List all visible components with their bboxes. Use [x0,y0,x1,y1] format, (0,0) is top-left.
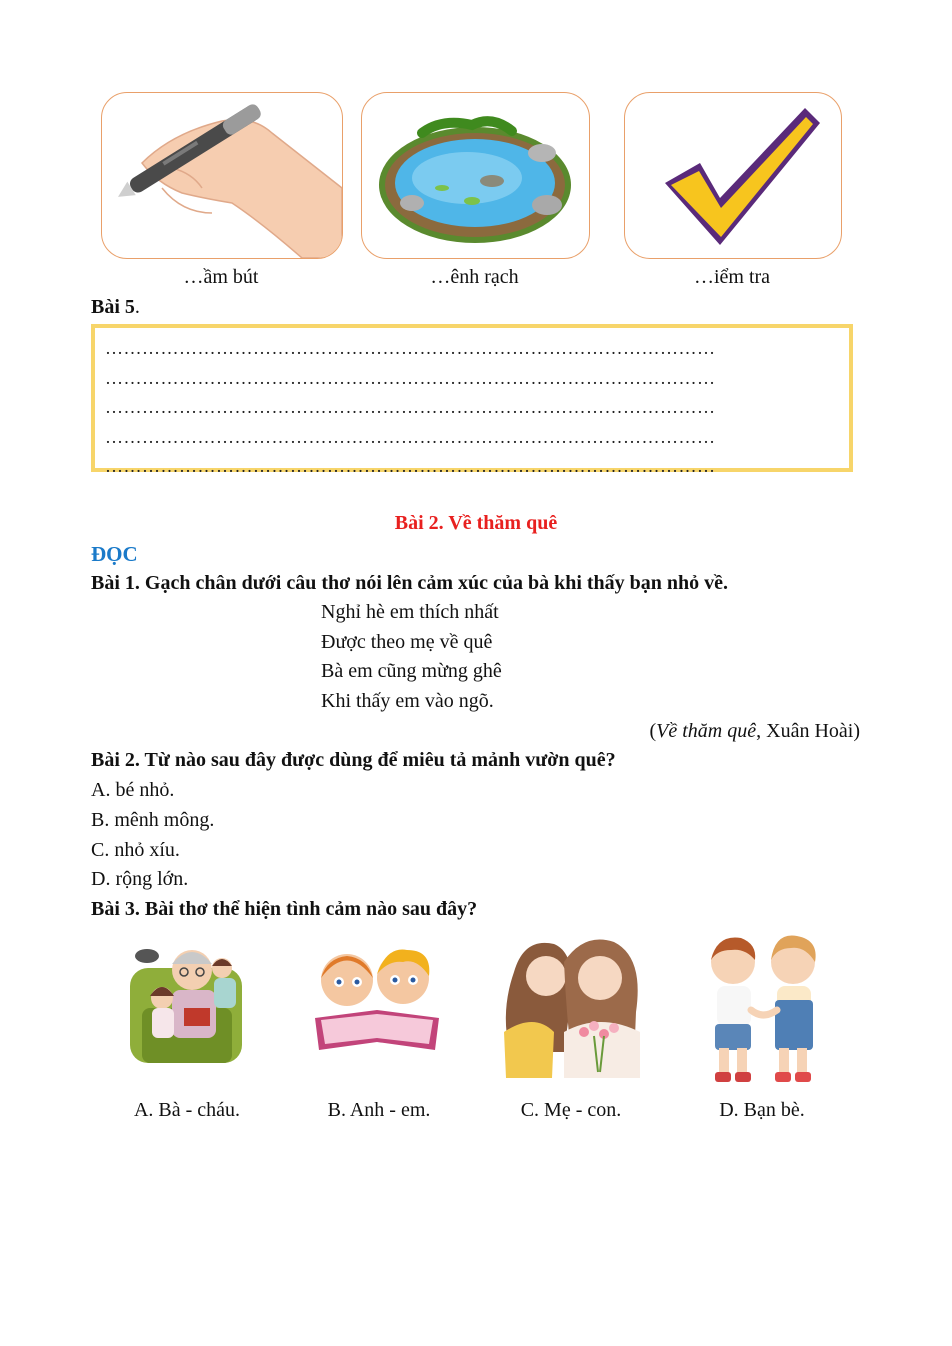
mother-daughter-icon [494,932,646,1078]
caption-2: …ênh rạch [430,266,519,288]
card-pond [361,92,590,259]
answer-line[interactable]: ……………………………………………………………………………………… [105,338,716,358]
answer-line[interactable]: ……………………………………………………………………………………… [105,456,716,476]
q2-option-c[interactable]: C. nhỏ xíu. [91,839,180,861]
q3-label: Bài 3 [91,898,135,920]
question-2 [91,749,616,772]
question-3 [91,898,477,921]
poem-line[interactable]: Được theo mẹ về quê [321,631,493,653]
q3-option-d[interactable]: D. Bạn bè. [719,1099,805,1121]
card-hand-pen [101,92,343,259]
q3-option-b[interactable]: B. Anh - em. [327,1099,431,1121]
poem-line[interactable]: Nghỉ hè em thích nhất [321,601,499,623]
q3-option-c[interactable]: C. Mẹ - con. [520,1099,622,1121]
q3-text: . Bài thơ thể hiện tình cảm nào sau đây? [134,898,478,920]
card-checkmark [624,92,842,259]
pic-friends[interactable] [697,930,827,1088]
q2-label: Bài 2 [91,749,135,771]
bai5-label-line [91,296,140,319]
poem-source: (Về thăm quê, Xuân Hoài) [649,720,860,742]
grandma-reading-icon [122,938,252,1068]
hand-pen-icon [102,93,342,258]
answer-line[interactable]: ……………………………………………………………………………………… [105,367,716,388]
answer-line[interactable]: ……………………………………………………………………………………… [105,397,716,417]
caption-1: …ầm bút [183,266,259,288]
q2-option-d[interactable]: D. rộng lớn. [91,868,189,890]
q2-option-a[interactable]: A. bé nhỏ. [91,779,175,801]
bai5-label: Bài 5 [91,296,135,318]
source-title: Về thăm quê [656,720,757,742]
caption-3: …iểm tra [693,266,771,288]
poem-line[interactable]: Bà em cũng mừng ghê [321,660,502,682]
answer-box[interactable] [91,324,853,476]
checkmark-icon [625,93,841,258]
pic-siblings-reading[interactable] [307,938,447,1058]
question-1 [91,572,728,595]
q2-option-b[interactable]: B. mênh mông. [91,809,215,831]
pic-mother-child[interactable] [494,932,646,1078]
kids-reading-book-icon [307,938,447,1058]
bai5-suffix: . [134,296,140,318]
pic-grandma-child[interactable] [122,938,252,1068]
q2-text: . Từ nào sau đây được dùng để miêu tả mảnh vườn quê? [134,749,616,771]
lesson-title: Bài 2. Về thăm quê [394,512,558,534]
q3-option-a[interactable]: A. Bà - cháu. [133,1099,241,1121]
q1-text: . Gạch chân dưới câu thơ nói lên cảm xúc của bà khi thấy bạn nhỏ về. [134,572,729,594]
answer-line[interactable]: ……………………………………………………………………………………… [105,426,716,447]
section-heading: ĐỌC [91,542,138,566]
poem-line[interactable]: Khi thấy em vào ngõ. [321,690,494,712]
q1-label: Bài 1 [91,572,135,594]
pond-icon [362,93,589,258]
two-boys-holding-hands-icon [697,930,827,1088]
